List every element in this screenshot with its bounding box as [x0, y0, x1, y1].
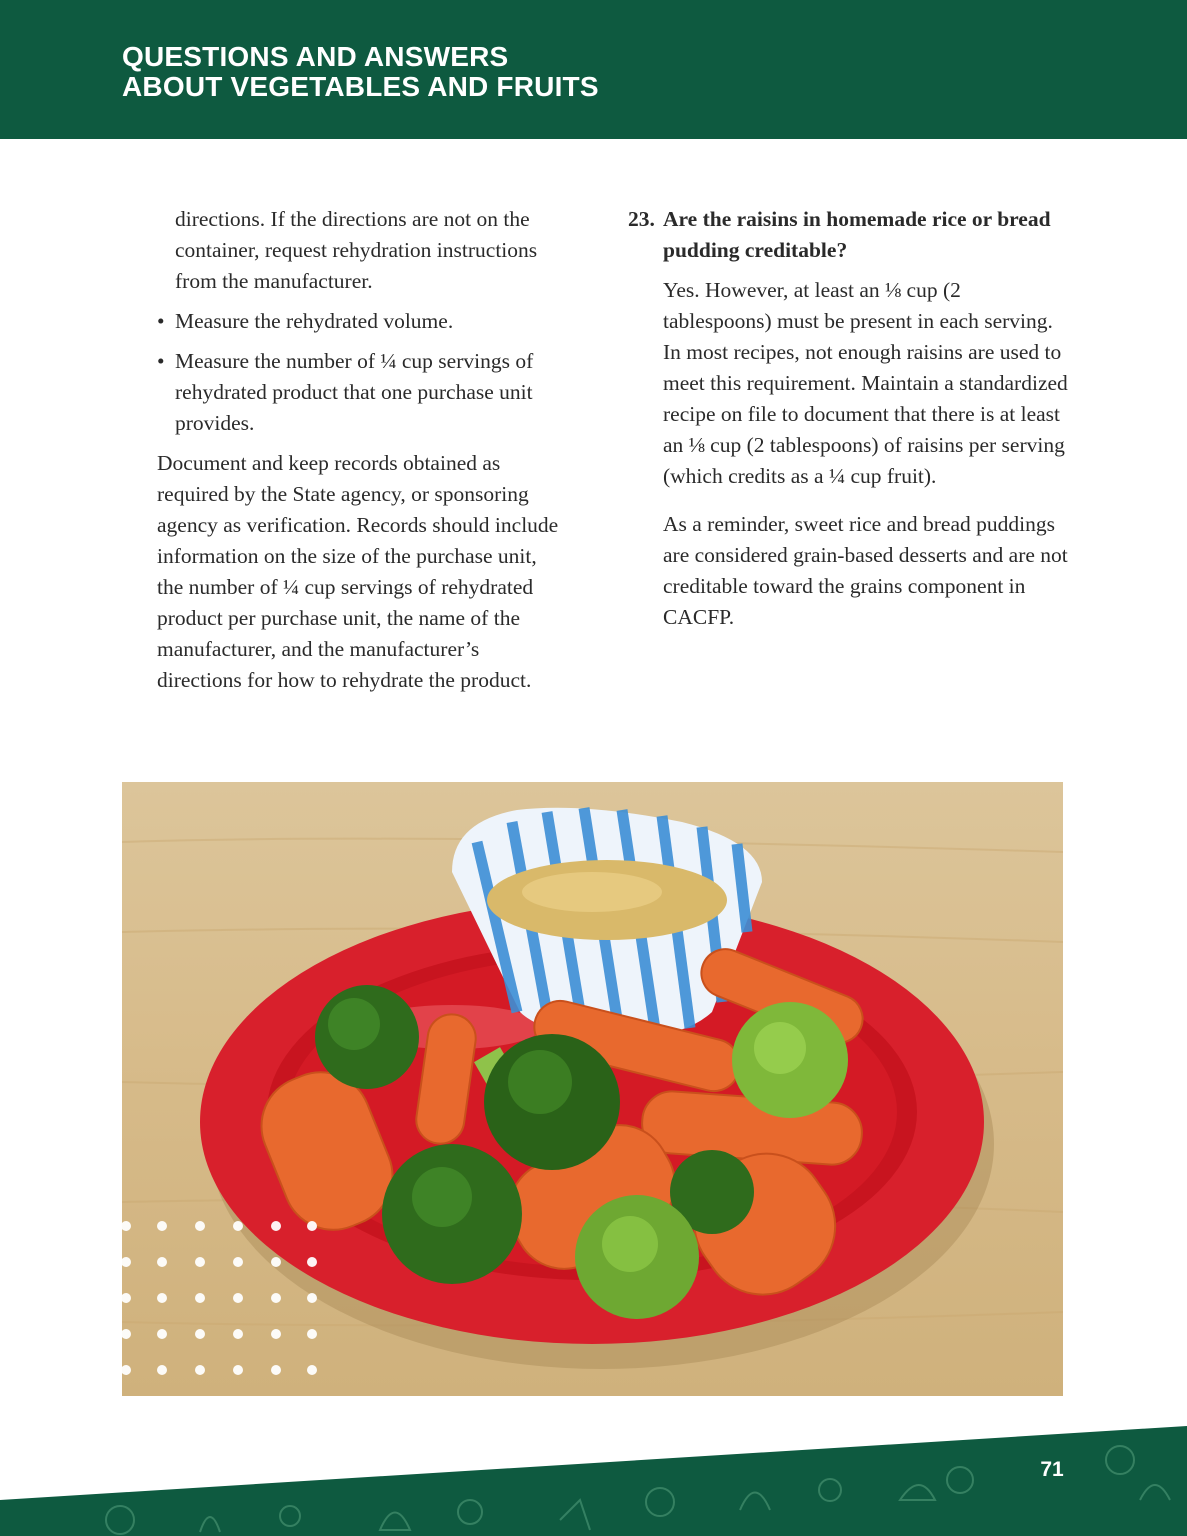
- answer-paragraph: Yes. However, at least an ⅛ cup (2 tablespoons) must be present in each serving. In most recipes, not enough raisins are used to meet this requirement. Maintain a standardized recipe on file to document that there is at least an ⅛ cup (2 tablespoons) of raisins per serving (which credits as a ¼ cup fruit).: [663, 278, 1068, 488]
- section-title-line-1: QUESTIONS AND ANSWERS: [122, 41, 509, 72]
- right-column: [628, 204, 1068, 633]
- answer-paragraph: As a reminder, sweet rice and bread puddings are considered grain-based desserts and are not creditable toward the grains component in CACFP.: [663, 512, 1068, 629]
- section-title-line-2: ABOUT VEGETABLES AND FRUITS: [122, 71, 599, 102]
- question-number: 23.: [628, 207, 655, 231]
- records-paragraph: Document and keep records obtained as required by the State agency, or sponsoring agency as verification. Records should include information on the size of the purchase unit, the number of ¼ cup servings of rehydrated product per purchase unit, the name of the manufacturer, and the manufacturer’s directions for how to rehydrate the product.: [157, 451, 559, 692]
- food-photo-illustration: [122, 782, 1063, 1396]
- question-heading: [628, 204, 1068, 266]
- left-column: [157, 204, 567, 696]
- food-photo: [122, 782, 1063, 1396]
- question-text: Are the raisins in homemade rice or bread pudding creditable?: [663, 207, 1051, 262]
- bullet-item: • Measure the number of ¼ cup servings of rehydrated product that one purchase unit provides.: [157, 346, 567, 439]
- page-number: 71: [1040, 1458, 1064, 1481]
- bullet-item: • Measure the rehydrated volume.: [157, 306, 567, 337]
- continued-text: directions. If the directions are not on the container, request rehydration instructions from the manufacturer.: [175, 207, 538, 293]
- section-title: [122, 42, 599, 102]
- footer-band: [0, 1420, 1187, 1536]
- page-header: [0, 0, 1187, 139]
- answer: [628, 275, 1068, 633]
